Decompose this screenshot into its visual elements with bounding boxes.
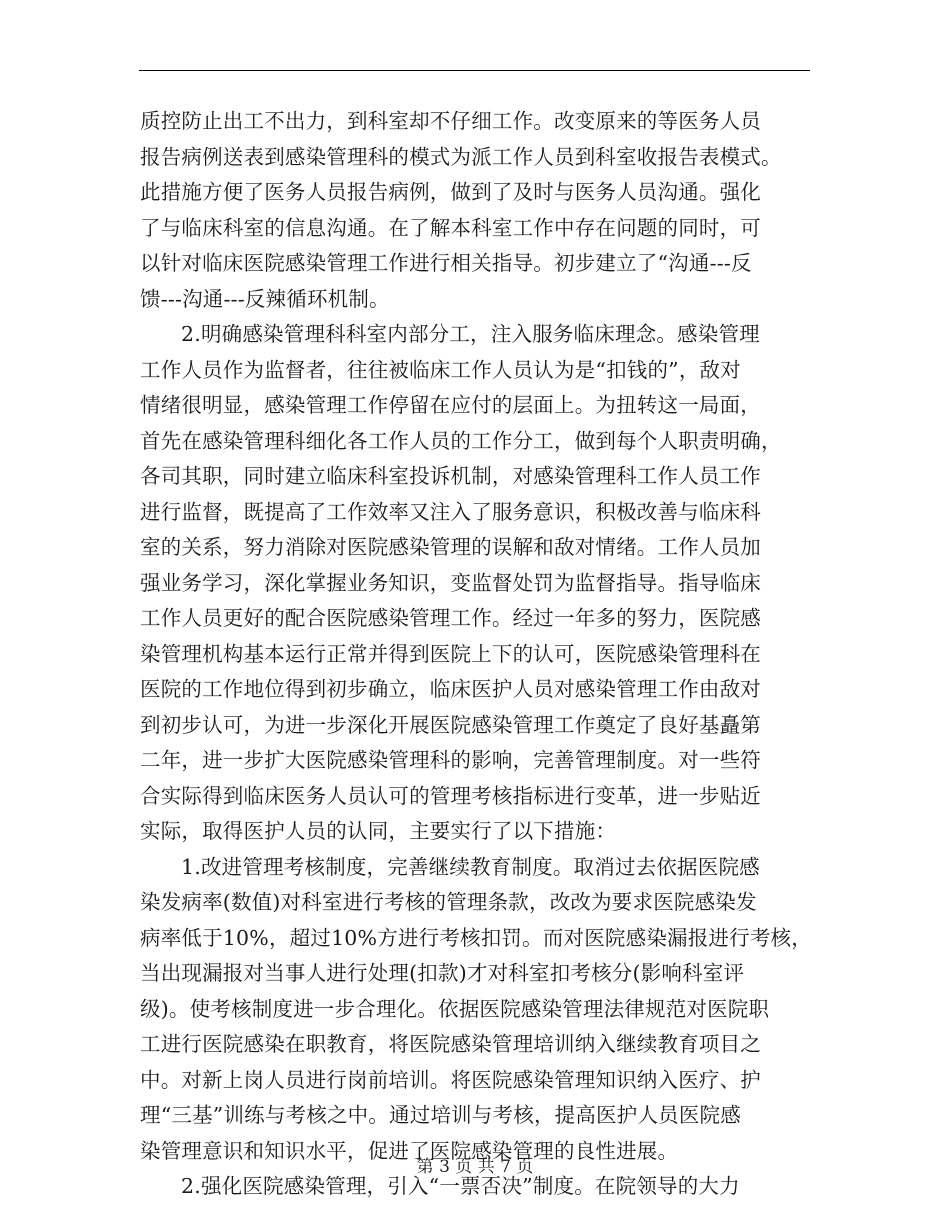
text-line: 进行监督，既提高了工作效率又注入了服务意识，积极改善与临床科: [140, 499, 761, 524]
text-line: 合实际得到临床医务人员认可的管理考核指标进行变革，进一步贴近: [140, 783, 761, 808]
text-line: 级)。使考核制度进一步合理化。依据医院感染管理法律规范对医院职: [140, 996, 770, 1021]
text-line: 染发病率(数值)对科室进行考核的管理条款，改改为要求医院感染发: [140, 890, 757, 914]
text-line: 医院的工作地位得到初步确立，临床医护人员对感染管理工作由敌对: [140, 677, 761, 701]
text-line: 情绪很明显，感染管理工作停留在应付的层面上。为扭转这一局面，: [140, 393, 761, 417]
text-line: 染管理意识和知识水平，促进了医院感染管理的良性进展。: [140, 1138, 679, 1163]
text-line: 室的关系，努力消除对医院感染管理的误解和敌对情绪。工作人员加: [140, 535, 761, 559]
text-line: 到初步认可，为进一步深化开展医院感染管理工作奠定了良好基矗第: [140, 712, 761, 737]
text-line: 工作人员作为监督者，往往被临床工作人员认为是“扣钱的”，敌对: [140, 357, 741, 382]
text-line: 中。对新上岗人员进行岗前培训。将医院感染管理知识纳入医疗、护: [140, 1067, 761, 1092]
document-body: [140, 104, 812, 1205]
text-line: 实际，取得医护人员的认同，主要实行了以下措施：: [140, 819, 617, 843]
text-line: 首先在感染管理科细化各工作人员的工作分工，做到每个人职责明确，: [140, 428, 782, 453]
header-rule: [139, 70, 810, 71]
text-line: 此措施方便了医务人员报告病例，做到了及时与医务人员沟通。强化: [140, 180, 761, 204]
text-line: 工进行医院感染在职教育，将医院感染管理培训纳入继续教育项目之: [140, 1032, 761, 1056]
text-line: 染管理机构基本运行正常并得到医院上下的认可，医院感染管理科在: [140, 641, 761, 666]
text-line: 病率低于10%，超过10%方进行考核扣罚。而对医院感染漏报进行考核，: [140, 925, 812, 950]
text-line: 馈---沟通---反辣循环机制。: [140, 286, 390, 311]
text-line: 2.强化医院感染管理，引入“一票否决”制度。在院领导的大力: [181, 1174, 740, 1198]
text-line: 了与临床科室的信息沟通。在了解本科室工作中存在问题的同时，可: [140, 215, 761, 240]
text-line: 当出现漏报对当事人进行处理(扣款)才对科室扣考核分(影响科室评: [140, 961, 745, 985]
page-footer: 第 3 页 共 7 页: [416, 1157, 534, 1177]
text-line: 质控防止出工不出力，到科室却不仔细工作。改变原来的等医务人员: [140, 109, 761, 133]
text-line: 强业务学习，深化掌握业务知识，变监督处罚为监督指导。指导临床: [140, 570, 761, 595]
text-line: 以针对临床医院感染管理工作进行相关指导。初步建立了“沟通---反: [140, 251, 752, 275]
text-line: 2.明确感染管理科科室内部分工，注入服务临床理念。感染管理: [181, 322, 760, 346]
text-line: 二年，进一步扩大医院感染管理科的影响，完善管理制度。对一些符: [140, 748, 761, 772]
text-line: 理“三基”训练与考核之中。通过培训与考核，提高医护人员医院感: [140, 1103, 741, 1127]
text-line: 工作人员更好的配合医院感染管理工作。经过一年多的努力，医院感: [140, 606, 761, 630]
text-line: 1.改进管理考核制度，完善继续教育制度。取消过去依据医院感: [181, 854, 760, 879]
text-line: 各司其职，同时建立临床科室投诉机制，对感染管理科工作人员工作: [140, 464, 761, 488]
text-line: 报告病例送表到感染管理科的模式为派工作人员到科室收报告表模式。: [140, 144, 782, 169]
